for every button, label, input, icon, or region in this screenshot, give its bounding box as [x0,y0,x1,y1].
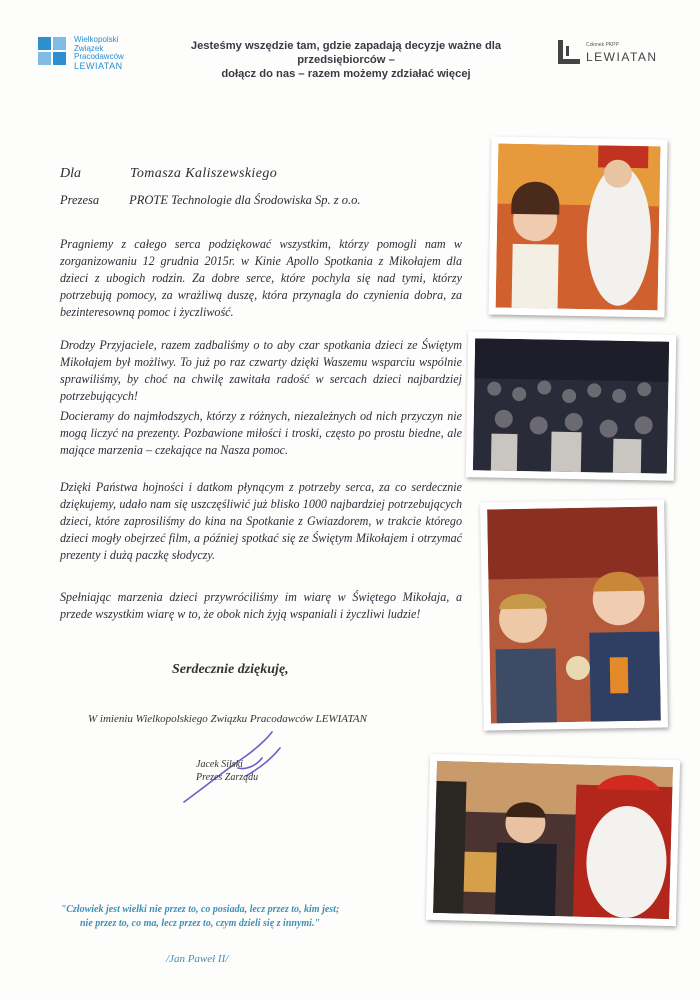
paragraph-5: Spełniając marzenia dzieci przywróciliśmy im wiarę w Świętego Mikołaja, a przede wszystkim wiarę w to, że obok nich żyją wspaniali i życzliwi ludzie! [60,590,462,621]
recipient-line [60,164,277,182]
paragraph-3: Docieramy do najmłodszych, którzy z różnych, niezależnych od nich przyczyn nie mogą liczyć na prezenty. Pozbawione miłości i troski, często po prostu biedne, ale mające marzenia – czekające na Nasza pomoc. [60,409,462,457]
title-label: Prezesa [60,193,100,207]
recipient-name: Tomasza Kaliszewskiego [130,166,278,181]
photo-boy-with-santa [426,754,680,926]
wzp-lewiatan-logo [38,37,158,71]
letterhead [0,0,700,80]
quote [50,903,350,931]
photo-cinema-audience [466,331,677,481]
photo-children-image [487,507,661,724]
slogan-line-1: Jesteśmy wszędzie tam, gdzie zapadają decyzje ważne dla przedsiębiorców – [190,40,502,66]
recipient-label: Dla [60,166,81,181]
signer-title: Prezes Zarządu [196,772,259,783]
logo-left-line-3: Pracodawców [74,52,124,61]
paragraph-4: Dzięki Państwa hojności i datkom płynącym z potrzeby serca, za co serdecznie dziękujemy, udało nam się uszczęśliwić już blisko 1000 najbardziej potrzebujących dzieci, które zaprosiliśmy do kina na Spotkanie z Gwiazdorem, w trakcie którego dzieci mogły obejrzeć film, a później spotkać się ze Świętym Mikołajem i otrzymać prezenty i dużą paczkę słodyczy. [60,480,462,562]
closing-thanks: Serdecznie dziękuję, [172,662,289,677]
photo-boy-santa-image [433,761,673,919]
lewiatan-name: LEWIATAN [586,50,658,64]
lewiatan-logo [556,38,666,72]
on-behalf-line: W imieniu Wielkopolskiego Związku Pracodawców LEWIATAN [88,713,367,725]
slogan-line-2: dołącz do nas – razem możemy zdziałać więcej [221,68,471,80]
photo-girl-santa-image [496,144,661,311]
photo-audience-image [473,338,669,473]
logo-left-line-2: Związek [74,43,104,53]
quote-line-1: "Człowiek jest wielki nie przez to, co posiada, lecz przez to, kim jest; [60,904,340,915]
lewiatan-member-label: Członek PKPP [586,42,619,48]
logo-left-line-4: LEWIATAN [74,60,123,71]
header-slogan [146,39,546,81]
company-name: PROTE Technologie dla Środowiska Sp. z o.o. [129,193,361,207]
quote-line-2: nie przez to, co ma, lecz przez to, czym dzieli się z innymi." [80,918,320,929]
signer-name: Jacek Silski [196,759,243,770]
paragraph-2: Drodzy Przyjaciele, razem zadbaliśmy o to aby czar spotkania dzieci ze Świętym Mikołajem był możliwy. To już po raz czwarty dzięki Waszemu wsparciu wspólnie sprawiliśmy, by choć na chwilę zawitała radość w sercach dzieci najbardziej potrzebujących! [60,338,462,403]
company-line [60,193,361,208]
signer-block [196,758,258,784]
lewiatan-mark-icon [556,38,582,68]
quote-author: /Jan Paweł II/ [166,953,229,965]
photo-children-eating [480,499,668,730]
photo-girl-with-santa [488,136,667,317]
paragraph-1: Pragniemy z całego serca podziękować wszystkim, którzy pomogli nam w zorganizowaniu 12 grudnia 2015r. w Kinie Apollo Spotkania z Mikołajem dla dzieci z ubogich rodzin. Za dobre serce, które pochyla się nad tymi, którzy potrzebują pomocy, za wrażliwą duszę, która przynagla do czynienia dobra, za bezinteresowną pomoc i życzliwość. [60,237,462,319]
wzp-logo-mark-icon [38,37,70,69]
logo-left-line-1: Wielkopolski [74,35,119,44]
